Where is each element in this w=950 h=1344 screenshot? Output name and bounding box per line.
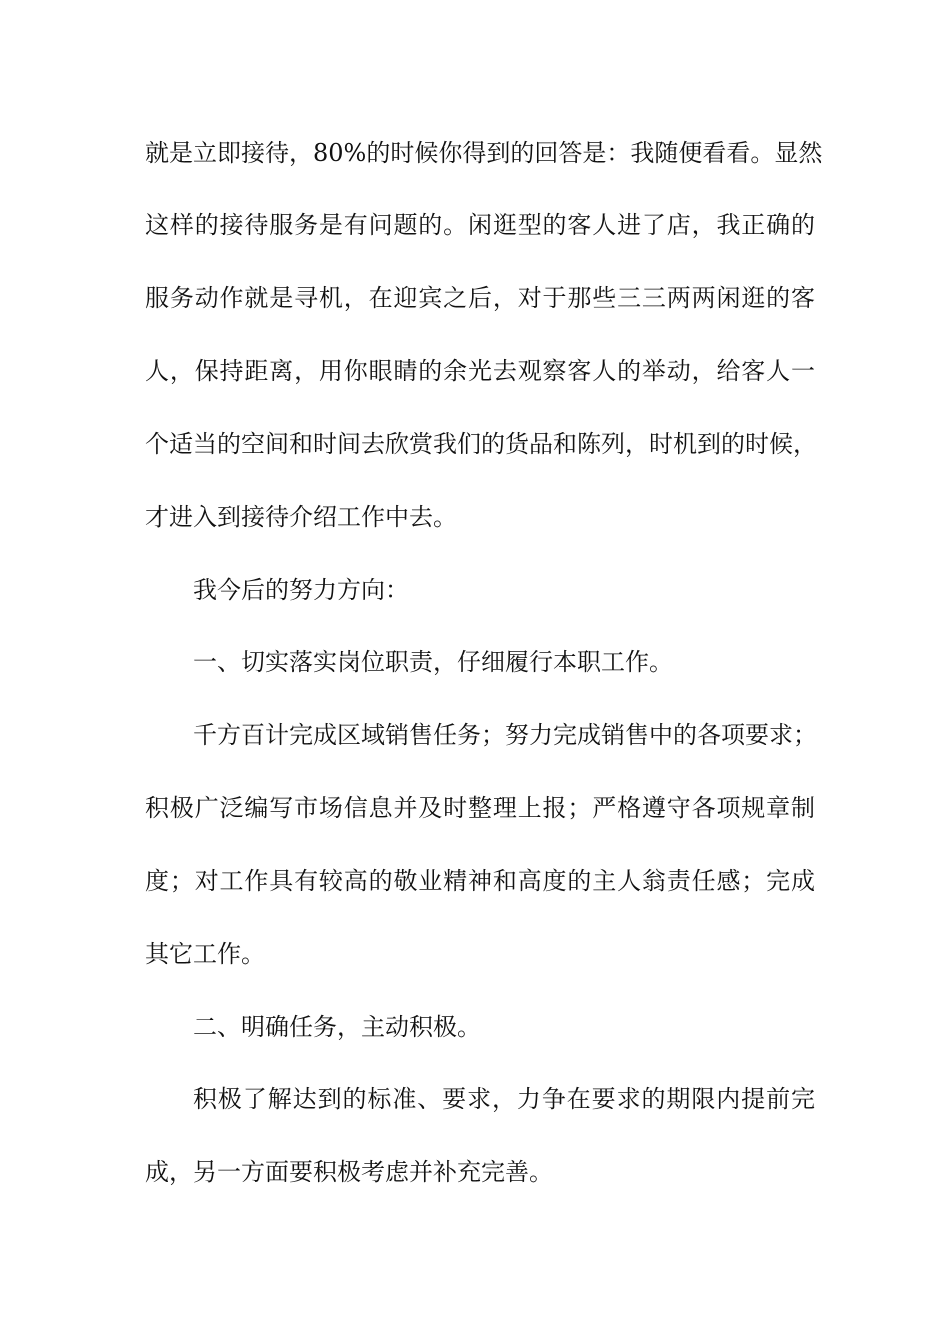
paragraph-line-12: 其它工作。 xyxy=(145,940,265,968)
paragraph-line-4: 人，保持距离，用你眼睛的余光去观察客人的举动，给客人一 xyxy=(145,357,815,385)
paragraph-line-10: 积极广泛编写市场信息并及时整理上报；严格遵守各项规章制 xyxy=(145,794,815,822)
paragraph-line-9: 千方百计完成区域销售任务；努力完成销售中的各项要求； xyxy=(193,721,817,749)
paragraph-line-2: 这样的接待服务是有问题的。闲逛型的客人进了店，我正确的 xyxy=(145,211,815,239)
paragraph-line-11: 度；对工作具有较高的敬业精神和高度的主人翁责任感；完成 xyxy=(145,867,815,895)
section-heading-2: 二、明确任务，主动积极。 xyxy=(193,1013,481,1041)
section-intro: 我今后的努力方向： xyxy=(193,576,409,604)
section-heading-1: 一、切实落实岗位职责，仔细履行本职工作。 xyxy=(193,648,673,676)
paragraph-line-14: 积极了解达到的标准、要求，力争在要求的期限内提前完 xyxy=(193,1085,815,1113)
paragraph-line-6: 才进入到接待介绍工作中去。 xyxy=(145,503,457,531)
paragraph-line-3: 服务动作就是寻机，在迎宾之后，对于那些三三两两闲逛的客 xyxy=(145,284,815,312)
paragraph-line-5: 个适当的空间和时间去欣赏我们的货品和陈列，时机到的时候， xyxy=(145,430,817,458)
paragraph-line-15: 成，另一方面要积极考虑并补充完善。 xyxy=(145,1158,553,1186)
paragraph-line-1: 就是立即接待，80%的时候你得到的回答是：我随便看看。显然 xyxy=(145,139,823,167)
